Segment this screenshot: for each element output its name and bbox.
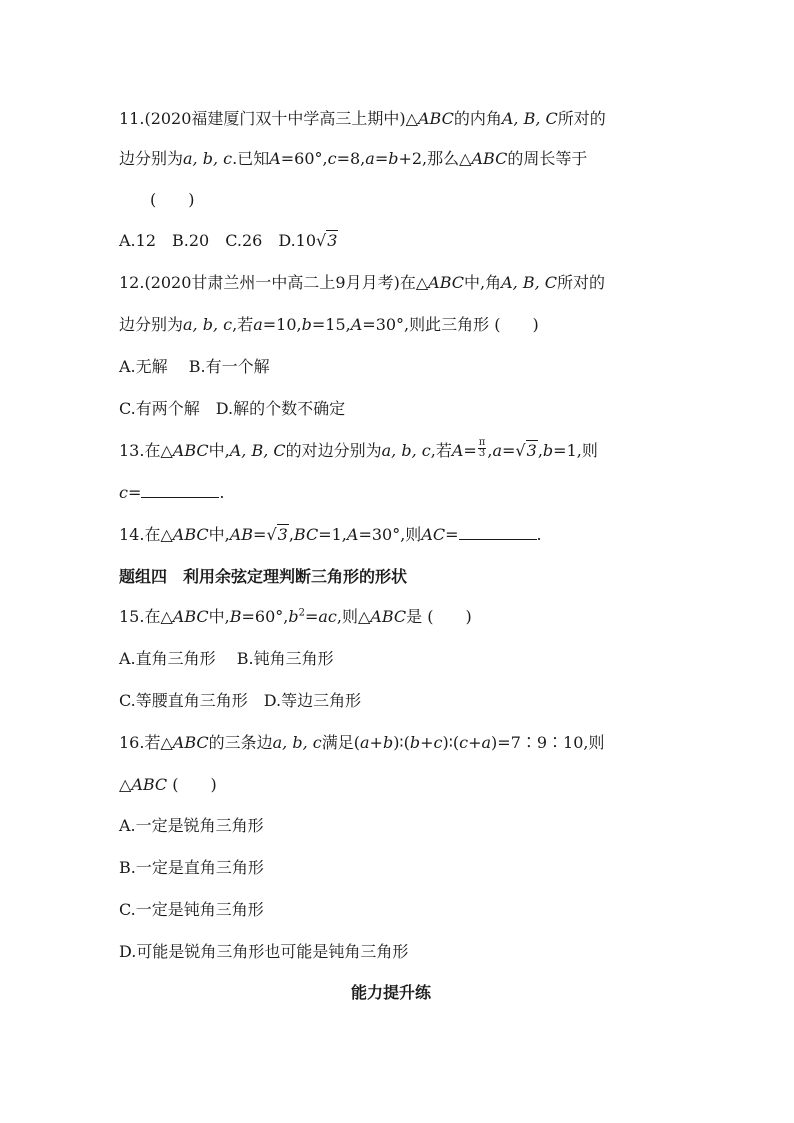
q13-line1: 13.在△ABC中,A, B, C的对边分别为a, b, c,若A= $\frac{\pi}{3}$ ,a=√3,b=1,则 [119, 437, 598, 460]
q16-option-b: B.一定是直角三角形 [119, 858, 264, 877]
sqrt-symbol: √3 [515, 441, 537, 460]
q12-options-cd: C.有两个解 D.解的个数不确定 [119, 399, 346, 418]
q16-option-d: D.可能是锐角三角形也可能是钝角三角形 [119, 942, 409, 961]
q11-options: A.12 B.20 C.26 D.10√3 [119, 231, 338, 250]
q13-line2: c= . [119, 483, 225, 502]
fraction-pi-over-3: $\frac{\pi}{3}$ [478, 437, 486, 459]
sqrt-symbol: √3 [266, 525, 288, 544]
q12-line1: 12.(2020甘肃兰州一中高二上9月月考)在△ABC中,角A, B, C所对的 [119, 273, 606, 292]
q11-line2: 边分别为a, b, c.已知A=60°,c=8,a=b+2,那么△ABC的周长等于 [119, 149, 588, 168]
section-heading: 题组四 利用余弦定理判断三角形的形状 [119, 567, 408, 586]
q12-line2: 边分别为a, b, c,若a=10,b=15,A=30°,则此三角形 ( ) [119, 315, 539, 334]
q11-answer-paren: ( ) [150, 190, 195, 209]
answer-blank[interactable] [459, 524, 537, 540]
q15-line1: 15.在△ABC中$,B=60^\circ,b^2=ac$,则△ABC是 ( ) [119, 607, 472, 626]
q15-options-cd: C.等腰直角三角形 D.等边三角形 [119, 691, 362, 710]
q15-options-ab: A.直角三角形 B.钝角三角形 [119, 649, 334, 668]
footer-heading: 能力提升练 [351, 983, 432, 1002]
sqrt-symbol: √3 [316, 231, 338, 250]
q16-line2: △ABC ( ) [119, 775, 217, 794]
q12-options-ab: A.无解 B.有一个解 [119, 357, 270, 376]
q16-option-c: C.一定是钝角三角形 [119, 900, 264, 919]
q11-line1: 11.(2020福建厦门双十中学高三上期中)△ABC的内角A, B, C所对的 [119, 109, 606, 128]
q14-line1: 14.在△ABC中,AB=√3,BC=1,A=30°,则AC= . [119, 525, 542, 544]
q16-line1: 16.若△ABC的三条边a, b, c满足(a+b)∶(b+c)∶(c+a)=7∶9∶10,则 [119, 733, 605, 752]
answer-blank[interactable] [141, 482, 219, 498]
q16-option-a: A.一定是锐角三角形 [119, 816, 264, 835]
